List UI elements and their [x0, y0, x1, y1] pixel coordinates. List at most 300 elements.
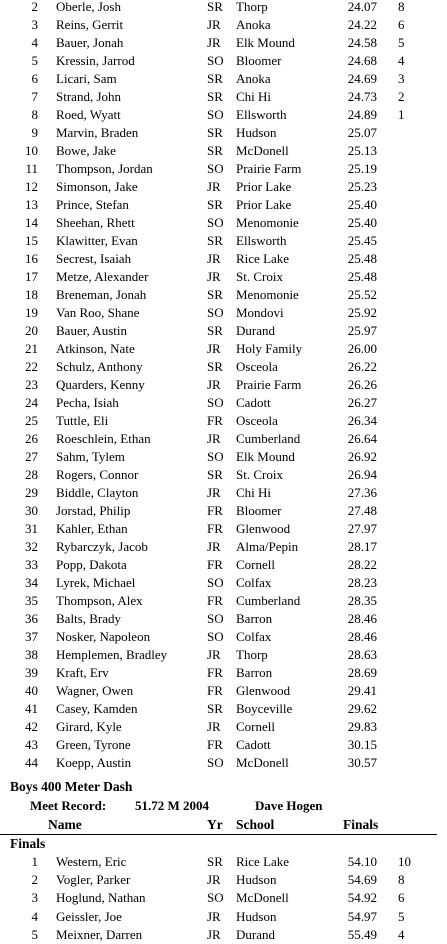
- athlete-school: Durand: [236, 926, 275, 942]
- athlete-name: Breneman, Jonah: [56, 287, 147, 302]
- athlete-school: Cumberland: [236, 593, 301, 608]
- result-points: 3: [398, 71, 405, 86]
- athlete-name: Bauer, Jonah: [56, 35, 124, 50]
- athlete-name: Bauer, Austin: [56, 323, 127, 338]
- result-time: 26.34: [347, 413, 377, 428]
- result-time: 25.40: [347, 215, 377, 230]
- athlete-year: FR: [207, 521, 223, 536]
- result-row: [0, 16, 447, 34]
- result-points: 6: [398, 17, 405, 32]
- result-row: [0, 664, 447, 682]
- athlete-name: Schulz, Anthony: [56, 359, 143, 374]
- result-row: [0, 52, 447, 70]
- athlete-year: SO: [207, 215, 224, 230]
- result-time: 26.00: [347, 341, 377, 356]
- place-cell: 9: [31, 125, 38, 140]
- place-cell: 6: [31, 71, 38, 86]
- athlete-year: SO: [207, 107, 224, 122]
- result-row: [0, 556, 447, 574]
- athlete-year: FR: [207, 683, 223, 698]
- result-points: 5: [398, 908, 405, 924]
- result-time: 54.10: [347, 854, 377, 869]
- athlete-name: Marvin, Braden: [56, 125, 139, 140]
- result-time: 25.48: [347, 251, 377, 266]
- result-time: 26.92: [347, 449, 377, 464]
- place-cell: 37: [25, 629, 38, 644]
- athlete-year: JR: [207, 377, 221, 392]
- athlete-school: Menomonie: [236, 215, 299, 230]
- place-cell: 5: [31, 926, 38, 942]
- result-time: 24.68: [347, 53, 377, 68]
- result-time: 28.17: [347, 539, 377, 554]
- athlete-year: JR: [207, 926, 221, 942]
- athlete-year: FR: [207, 503, 223, 518]
- athlete-year: SR: [207, 359, 223, 374]
- meet-record-holder: Dave Hogen: [255, 798, 323, 813]
- athlete-school: St. Croix: [236, 269, 283, 284]
- place-cell: 27: [25, 449, 38, 464]
- athlete-year: SO: [207, 449, 224, 464]
- athlete-school: Thorp: [236, 0, 268, 14]
- athlete-name: Pecha, Isiah: [56, 395, 119, 410]
- athlete-school: Glenwood: [236, 683, 291, 698]
- athlete-school: Cadott: [236, 395, 271, 410]
- result-row: [0, 430, 447, 448]
- result-row: [0, 466, 447, 484]
- athlete-name: Thompson, Alex: [56, 593, 143, 608]
- athlete-name: Rybarczyk, Jacob: [56, 539, 148, 554]
- result-time: 29.83: [347, 719, 377, 734]
- header-name: Name: [48, 817, 82, 832]
- result-row: [0, 592, 447, 610]
- athlete-name: Van Roo, Shane: [56, 305, 140, 320]
- result-row: [0, 178, 447, 196]
- athlete-year: SO: [207, 53, 224, 68]
- result-points: 4: [398, 926, 405, 942]
- athlete-year: SR: [207, 467, 223, 482]
- athlete-year: SO: [207, 395, 224, 410]
- place-cell: 3: [31, 17, 38, 32]
- athlete-name: Vogler, Parker: [56, 872, 131, 888]
- result-time: 26.26: [347, 377, 377, 392]
- athlete-year: JR: [207, 17, 221, 32]
- result-time: 25.40: [347, 197, 377, 212]
- athlete-school: Prior Lake: [236, 197, 292, 212]
- athlete-year: SO: [207, 575, 224, 590]
- athlete-name: Casey, Kamden: [56, 701, 138, 716]
- place-cell: 25: [25, 413, 38, 428]
- result-time: 28.69: [347, 665, 377, 680]
- athlete-year: SR: [207, 71, 223, 86]
- athlete-school: Osceola: [236, 359, 278, 374]
- result-time: 24.22: [347, 17, 377, 32]
- athlete-year: SO: [207, 755, 224, 770]
- athlete-year: SO: [207, 629, 224, 644]
- athlete-year: SO: [207, 161, 224, 176]
- athlete-school: Anoka: [236, 17, 271, 32]
- result-row: [0, 214, 447, 232]
- athlete-school: Elk Mound: [236, 449, 295, 464]
- athlete-name: Jorstad, Philip: [56, 503, 131, 518]
- result-points: 1: [398, 107, 405, 122]
- result-points: 10: [398, 854, 411, 869]
- place-cell: 30: [25, 503, 38, 518]
- result-row: [0, 106, 447, 124]
- place-cell: 21: [25, 341, 38, 356]
- athlete-name: Thompson, Jordan: [56, 161, 153, 176]
- result-time: 25.48: [347, 269, 377, 284]
- athlete-name: Roeschlein, Ethan: [56, 431, 151, 446]
- athlete-school: Glenwood: [236, 521, 291, 536]
- result-row: [0, 484, 447, 502]
- athlete-name: Kraft, Erv: [56, 665, 109, 680]
- place-cell: 3: [31, 890, 38, 906]
- result-time: 24.89: [347, 107, 377, 122]
- athlete-name: Reins, Gerrit: [56, 17, 124, 32]
- athlete-name: Strand, John: [56, 89, 121, 104]
- place-cell: 14: [25, 215, 38, 230]
- result-time: 54.97: [347, 908, 377, 924]
- athlete-year: JR: [207, 539, 221, 554]
- result-time: 54.69: [347, 872, 377, 888]
- result-time: 28.23: [347, 575, 377, 590]
- athlete-name: Bowe, Jake: [56, 143, 116, 158]
- result-time: 29.62: [347, 701, 377, 716]
- result-row: [0, 88, 447, 106]
- place-cell: 29: [25, 485, 38, 500]
- athlete-name: Roed, Wyatt: [56, 107, 121, 122]
- athlete-school: Ellsworth: [236, 233, 287, 248]
- athlete-school: McDonell: [236, 890, 289, 906]
- place-cell: 13: [25, 197, 38, 212]
- athlete-year: JR: [207, 719, 221, 734]
- athlete-name: Popp, Dakota: [56, 557, 127, 572]
- result-points: 4: [398, 53, 405, 68]
- result-time: 24.73: [347, 89, 377, 104]
- result-row: [0, 358, 447, 376]
- header-finals: Finals: [343, 817, 379, 832]
- result-row: [0, 853, 447, 871]
- place-cell: 16: [25, 251, 38, 266]
- athlete-year: JR: [207, 647, 221, 662]
- athlete-name: Sheehan, Rhett: [56, 215, 135, 230]
- athlete-name: Balts, Brady: [56, 611, 121, 626]
- athlete-year: SO: [207, 611, 224, 626]
- athlete-school: Osceola: [236, 413, 278, 428]
- athlete-school: Hudson: [236, 872, 277, 888]
- athlete-school: Ellsworth: [236, 107, 287, 122]
- athlete-school: Alma/Pepin: [236, 539, 299, 554]
- place-cell: 42: [25, 719, 38, 734]
- athlete-name: Prince, Stefan: [56, 197, 129, 212]
- athlete-school: Barron: [236, 665, 273, 680]
- athlete-school: McDonell: [236, 143, 289, 158]
- event-title: Boys 400 Meter Dash: [10, 779, 133, 794]
- place-cell: 1: [31, 854, 38, 869]
- section-finals: Finals: [10, 836, 46, 851]
- result-row: [0, 538, 447, 556]
- athlete-school: Prairie Farm: [236, 161, 302, 176]
- athlete-name: Kressin, Jarrod: [56, 53, 135, 68]
- athlete-school: Rice Lake: [236, 251, 290, 266]
- place-cell: 10: [25, 143, 38, 158]
- athlete-school: McDonell: [236, 755, 289, 770]
- athlete-school: Prairie Farm: [236, 377, 302, 392]
- place-cell: 28: [25, 467, 38, 482]
- place-cell: 26: [25, 431, 38, 446]
- athlete-name: Oberle, Josh: [56, 0, 121, 14]
- athlete-school: Chi Hi: [236, 89, 272, 104]
- result-time: 24.58: [347, 35, 377, 50]
- place-cell: 18: [25, 287, 38, 302]
- result-time: 25.45: [347, 233, 377, 248]
- place-cell: 38: [25, 647, 38, 662]
- athlete-year: SR: [207, 197, 223, 212]
- athlete-school: Holy Family: [236, 341, 303, 356]
- place-cell: 23: [25, 377, 38, 392]
- athlete-school: Cornell: [236, 557, 275, 572]
- result-row: [0, 718, 447, 736]
- result-time: 54.92: [347, 890, 377, 906]
- athlete-name: Tuttle, Eli: [56, 413, 109, 428]
- place-cell: 36: [25, 611, 38, 626]
- result-row: [0, 574, 447, 592]
- result-row: [0, 520, 447, 538]
- result-points: 5: [398, 35, 405, 50]
- place-cell: 40: [25, 683, 38, 698]
- result-row: [0, 736, 447, 754]
- athlete-year: JR: [207, 341, 221, 356]
- place-cell: 12: [25, 179, 38, 194]
- result-time: 25.19: [347, 161, 377, 176]
- athlete-name: Simonson, Jake: [56, 179, 138, 194]
- athlete-school: Thorp: [236, 647, 268, 662]
- place-cell: 5: [31, 53, 38, 68]
- result-time: 27.97: [347, 521, 377, 536]
- athlete-school: Anoka: [236, 71, 271, 86]
- result-row: [0, 754, 447, 772]
- result-time: 26.27: [347, 395, 377, 410]
- athlete-school: Mondovi: [236, 305, 284, 320]
- athlete-name: Nosker, Napoleon: [56, 629, 151, 644]
- result-row: [0, 376, 447, 394]
- result-time: 26.94: [347, 467, 377, 482]
- place-cell: 15: [25, 233, 38, 248]
- result-row: [0, 250, 447, 268]
- athlete-school: Bloomer: [236, 503, 282, 518]
- result-row: [0, 124, 447, 142]
- athlete-name: Sahm, Tylem: [56, 449, 125, 464]
- athlete-school: Boyceville: [236, 701, 293, 716]
- result-row: [0, 70, 447, 88]
- result-time: 25.07: [347, 125, 377, 140]
- athlete-year: SO: [207, 890, 224, 906]
- athlete-name: Metze, Alexander: [56, 269, 149, 284]
- result-row: [0, 412, 447, 430]
- result-row: [0, 628, 447, 646]
- place-cell: 11: [25, 161, 38, 176]
- place-cell: 4: [31, 908, 38, 924]
- place-cell: 17: [25, 269, 38, 284]
- result-row: [0, 142, 447, 160]
- athlete-name: Geissler, Joe: [56, 908, 122, 924]
- athlete-school: Colfax: [236, 575, 272, 590]
- athlete-year: SR: [207, 125, 223, 140]
- result-time: 55.49: [347, 926, 377, 942]
- place-cell: 31: [25, 521, 38, 536]
- result-time: 24.07: [347, 0, 377, 14]
- result-points: 8: [398, 872, 405, 888]
- place-cell: 7: [31, 89, 38, 104]
- athlete-name: Secrest, Isaiah: [56, 251, 132, 266]
- result-time: 29.41: [347, 683, 377, 698]
- result-row: [0, 0, 447, 16]
- athlete-school: Elk Mound: [236, 35, 295, 50]
- place-cell: 39: [25, 665, 38, 680]
- athlete-name: Kahler, Ethan: [56, 521, 128, 536]
- result-row: [0, 394, 447, 412]
- result-row: [0, 322, 447, 340]
- athlete-name: Atkinson, Nate: [56, 341, 135, 356]
- header-rule: [0, 834, 437, 835]
- athlete-school: Colfax: [236, 629, 272, 644]
- header-school: School: [236, 817, 275, 832]
- athlete-school: Prior Lake: [236, 179, 292, 194]
- result-time: 30.15: [347, 737, 377, 752]
- athlete-name: Koepp, Austin: [56, 755, 132, 770]
- athlete-school: Chi Hi: [236, 485, 272, 500]
- place-cell: 34: [25, 575, 38, 590]
- result-row: [0, 646, 447, 664]
- result-time: 25.23: [347, 179, 377, 194]
- place-cell: 20: [25, 323, 38, 338]
- athlete-school: Cornell: [236, 719, 275, 734]
- athlete-year: JR: [207, 251, 221, 266]
- athlete-year: JR: [207, 35, 221, 50]
- header-yr: Yr: [207, 817, 223, 832]
- result-time: 27.36: [347, 485, 377, 500]
- result-row: [0, 871, 447, 889]
- athlete-name: Meixner, Darren: [56, 926, 143, 942]
- place-cell: 43: [25, 737, 38, 752]
- result-time: 26.22: [347, 359, 377, 374]
- place-cell: 22: [25, 359, 38, 374]
- athlete-year: SR: [207, 143, 223, 158]
- athlete-year: JR: [207, 908, 221, 924]
- athlete-year: JR: [207, 872, 221, 888]
- athlete-name: Rogers, Connor: [56, 467, 139, 482]
- result-row: [0, 908, 447, 926]
- result-row: [0, 502, 447, 520]
- result-time: 30.57: [347, 755, 377, 770]
- result-time: 26.64: [347, 431, 377, 446]
- athlete-name: Wagner, Owen: [56, 683, 134, 698]
- meet-record-value: 51.72 M 2004: [135, 798, 210, 813]
- result-time: 28.22: [347, 557, 377, 572]
- result-row: [0, 268, 447, 286]
- athlete-year: FR: [207, 665, 223, 680]
- athlete-name: Western, Eric: [56, 854, 127, 869]
- result-row: [0, 889, 447, 907]
- athlete-year: JR: [207, 431, 221, 446]
- result-time: 25.13: [347, 143, 377, 158]
- result-row: [0, 610, 447, 628]
- athlete-school: Rice Lake: [236, 854, 290, 869]
- athlete-name: Klawitter, Evan: [56, 233, 138, 248]
- athlete-name: Girard, Kyle: [56, 719, 122, 734]
- result-row: [0, 232, 447, 250]
- athlete-year: SO: [207, 305, 224, 320]
- athlete-year: FR: [207, 593, 223, 608]
- result-row: [0, 196, 447, 214]
- athlete-name: Hemplemen, Bradley: [56, 647, 168, 662]
- result-time: 28.46: [347, 629, 377, 644]
- athlete-school: Menomonie: [236, 287, 299, 302]
- place-cell: 8: [31, 107, 38, 122]
- athlete-year: JR: [207, 269, 221, 284]
- athlete-name: Biddle, Clayton: [56, 485, 139, 500]
- athlete-name: Hoglund, Nathan: [56, 890, 146, 906]
- result-time: 28.35: [347, 593, 377, 608]
- athlete-year: JR: [207, 179, 221, 194]
- place-cell: 2: [31, 872, 38, 888]
- athlete-school: Hudson: [236, 908, 277, 924]
- athlete-year: FR: [207, 737, 223, 752]
- place-cell: 32: [25, 539, 38, 554]
- result-row: [0, 926, 447, 944]
- athlete-year: FR: [207, 557, 223, 572]
- result-time: 25.52: [347, 287, 377, 302]
- athlete-year: SR: [207, 0, 223, 14]
- athlete-year: SR: [207, 287, 223, 302]
- athlete-school: Cadott: [236, 737, 271, 752]
- result-row: [0, 340, 447, 358]
- result-row: [0, 34, 447, 52]
- athlete-year: FR: [207, 413, 223, 428]
- athlete-school: Hudson: [236, 125, 277, 140]
- athlete-year: JR: [207, 485, 221, 500]
- place-cell: 33: [25, 557, 38, 572]
- result-row: [0, 160, 447, 178]
- result-points: 2: [398, 89, 405, 104]
- athlete-name: Lyrek, Michael: [56, 575, 136, 590]
- athlete-year: SR: [207, 701, 223, 716]
- result-row: [0, 448, 447, 466]
- result-time: 27.48: [347, 503, 377, 518]
- place-cell: 19: [25, 305, 38, 320]
- athlete-name: Green, Tyrone: [56, 737, 131, 752]
- result-row: [0, 304, 447, 322]
- athlete-year: SR: [207, 89, 223, 104]
- athlete-school: Bloomer: [236, 53, 282, 68]
- place-cell: 41: [25, 701, 38, 716]
- place-cell: 2: [31, 0, 38, 14]
- place-cell: 24: [25, 395, 38, 410]
- result-row: [0, 286, 447, 304]
- result-time: 28.63: [347, 647, 377, 662]
- athlete-school: Barron: [236, 611, 273, 626]
- place-cell: 35: [25, 593, 38, 608]
- athlete-school: Durand: [236, 323, 275, 338]
- athlete-year: SR: [207, 233, 223, 248]
- result-time: 28.46: [347, 611, 377, 626]
- athlete-year: SR: [207, 323, 223, 338]
- meet-record-label: Meet Record:: [30, 798, 107, 813]
- athlete-name: Quarders, Kenny: [56, 377, 145, 392]
- athlete-school: St. Croix: [236, 467, 283, 482]
- athlete-name: Licari, Sam: [56, 71, 117, 86]
- result-row: [0, 682, 447, 700]
